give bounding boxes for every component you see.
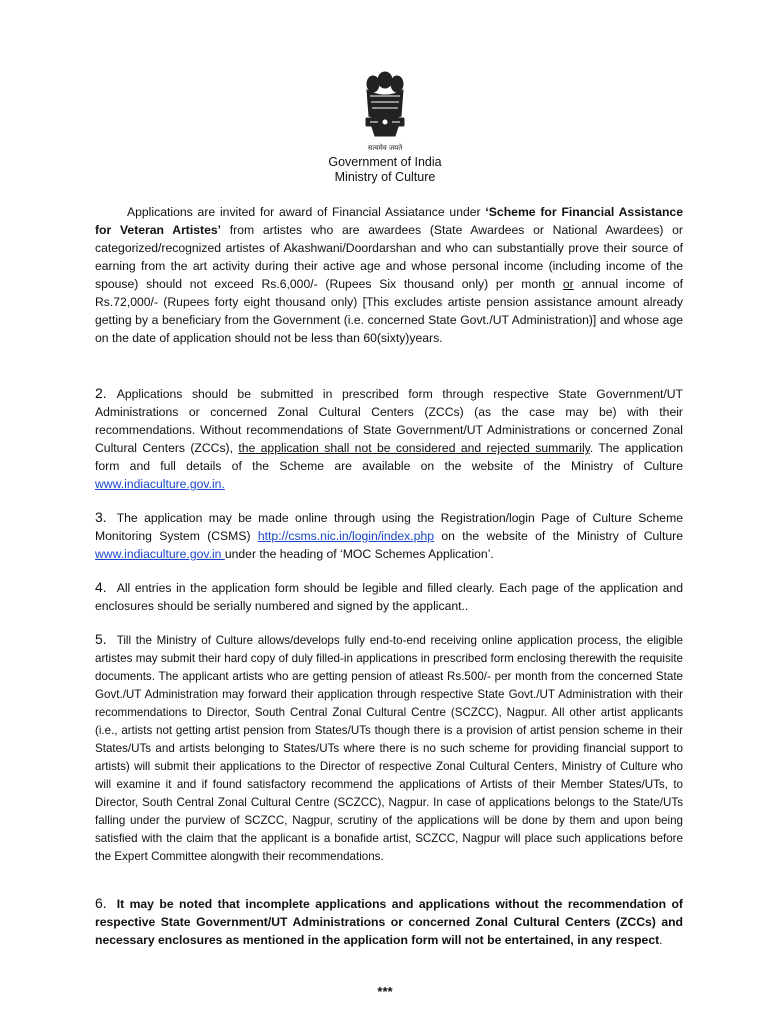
national-emblem-icon [358, 70, 412, 156]
important-note: It may be noted that incomplete applications and applications without the recommendation of respective State Government/UT Administrations or concerned Zonal Cultural Centers (ZCCs) and necessary enclosures as mentioned in the application form will not be entertained, in any respect [95, 897, 683, 947]
header-line-1: Government of India [328, 155, 442, 169]
paragraph-5: 5. Till the Ministry of Culture allows/develops fully end-to-end receiving online application process, the eligible artistes may submit their hard copy of duly filled-in applications in prescribed form enclosing therewith the requisite documents. The applicant artists who are getting pension of atleast Rs.500/- per month from the concerned State Govt./UT Administration may forward their application through respective State Govt./UT Administration with their recommendations to Director, South Central Zonal Cultural Centre (SCZCC), Nagpur. All other artist applicants (i.e., artists not getting artist pension from States/UTs though there is a provision of artist pension scheme in their States/UTs and artists belonging to States/UTs where there is no such scheme for providing financial support to artists) will submit their applications to the Director of respective Zonal Cultural Centers, Ministry of Culture who will examine it and if found satisfactory recommend the applications of Artists of their Member States/UTs, to Director, South Central Zonal Cultural Centre (SCZCC), Nagpur. In case of applications belongs to the State/UTs falling under the purview of SCZCC, Nagpur, scrutiny of the applications will be done by them and upon being satisfied with the claim that the applicant is a bonafide artist, SCZCC, Nagpur will place such applications before the Expert Committee alongwith their recommendations. [95, 631, 683, 863]
header-line-2: Ministry of Culture [334, 170, 436, 184]
paragraph-6: 6. It may be noted that incomplete applications and applications without the recommendation of respective State Government/UT Administrations or concerned Zonal Cultural Centers (ZCCs) and necessary enclosures as mentioned in the application form will not be entertained, in any respect. [95, 895, 683, 947]
ministry-website-link-2[interactable]: www.indiaculture.gov.in [95, 547, 225, 561]
paragraph-1: Applications are invited for award of Financial Assiatance under ‘Scheme for Financial Assistance for Veteran Artistes’ from artistes who are awardees (State Awardees or National Awardees) or categorized/recognized artistes of Akashwani/Doordarshan and who can substantially prove their source of earning from the art activity during their active age and whose personal income (including income of the spouse) should not exceed Rs.6,000/- (Rupees Six thousand only) per month or annual income of Rs.72,000/- (Rupees forty eight thousand only) [This excludes artiste pension assistance amount already getting by a beneficiary from the Government (i.e. concerned State Govt./UT Administration)] and whose age on the date of application should not be less than 60(sixty)years. [95, 205, 683, 345]
ministry-website-link[interactable]: www.indiaculture.gov.in. [95, 477, 225, 491]
emblem-caption: सत्यमेव जयते [367, 144, 403, 152]
csms-login-link[interactable]: http://csms.nic.in/login/index.php [257, 529, 434, 543]
paragraph-4: 4. All entries in the application form should be legible and filled clearly. Each page of the application and enclosures should be serially numbered and signed by the applicant.. [95, 579, 683, 613]
paragraph-3: 3. The application may be made online through using the Registration/login Page of Culture Scheme Monitoring System (CSMS) http://csms.nic.in/login/index.php on the website of the Ministry of Culture www.indiaculture.gov.in under the heading of ‘MOC Schemes Application’. [95, 509, 683, 561]
scheme-name: ‘Scheme for Financial Assistance for Veteran Artistes’ [95, 205, 683, 237]
paragraph-2: 2. Applications should be submitted in prescribed form through respective State Government/UT Administrations or concerned Zonal Cultural Centers (ZCCs) (as the case may be) with their recommendations. Without recommendations of State Government/UT Administrations or concerned Zonal Cultural Centers (ZCCs), the application shall not be considered and rejected summarily. The application form and full details of the Scheme are available on the website of the Ministry of Culture www.indiaculture.gov.in. [95, 385, 683, 491]
end-marker: *** [377, 984, 393, 999]
